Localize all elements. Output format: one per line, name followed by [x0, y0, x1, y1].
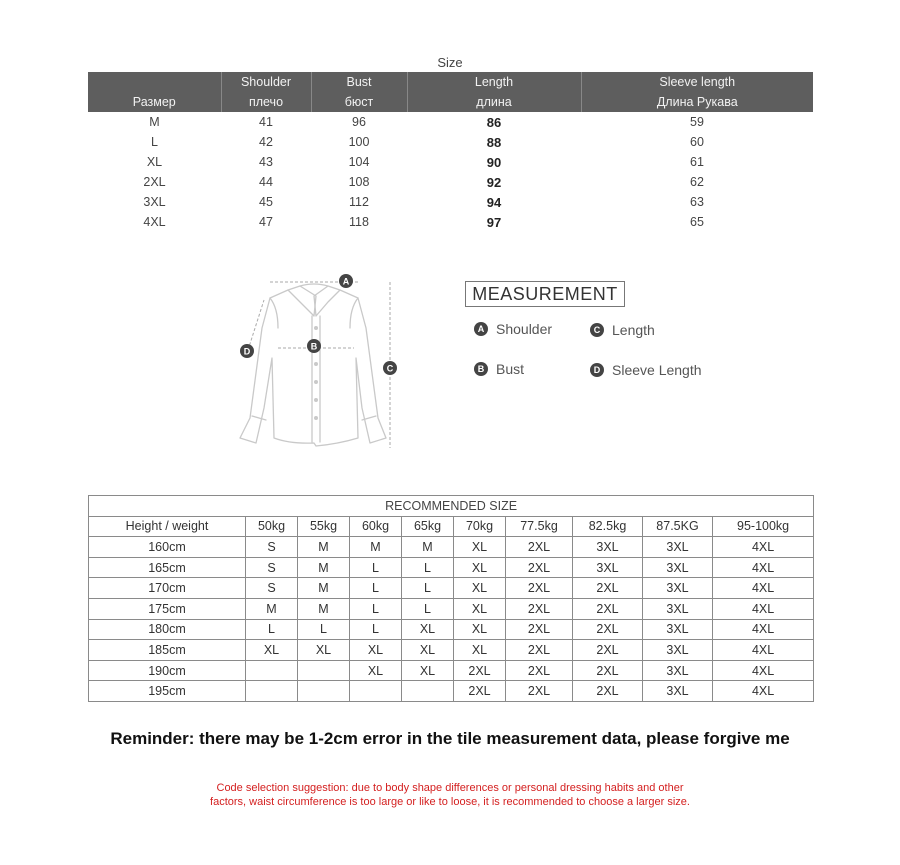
table-row — [89, 660, 814, 681]
length-cell: 90 — [486, 154, 502, 170]
size-cell: L — [246, 619, 298, 640]
marker-d-label: D — [243, 346, 251, 357]
shirt-diagram — [228, 268, 408, 458]
size-cell: 2XL — [573, 681, 643, 702]
table-row — [88, 112, 813, 132]
size-chart-caption: Size — [437, 55, 463, 70]
size-cell — [350, 681, 402, 702]
legend-d-icon: D — [590, 363, 604, 377]
size-cell: M — [298, 578, 350, 599]
legend-item-bust — [474, 361, 524, 377]
table-row — [89, 537, 814, 558]
size-cell: L — [350, 578, 402, 599]
size-cell: 4XL — [713, 640, 814, 661]
table-row — [88, 212, 813, 232]
bust-cell: 108 — [348, 175, 370, 189]
table-row — [89, 578, 814, 599]
size-cell: XL — [454, 537, 506, 558]
legend-item-sleeve-length — [590, 362, 702, 378]
shoulder-cell: 42 — [259, 135, 273, 149]
size-cell: 2XL — [143, 175, 166, 189]
size-cell: 3XL — [643, 578, 713, 599]
size-cell: 2XL — [506, 557, 573, 578]
legend-b-icon: B — [474, 362, 488, 376]
size-cell: M — [298, 598, 350, 619]
bust-cell: 100 — [348, 135, 370, 149]
size-cell: 2XL — [506, 681, 573, 702]
header-bust: Bust — [311, 72, 407, 92]
bust-cell: 104 — [348, 155, 370, 169]
shoulder-cell: 43 — [259, 155, 273, 169]
size-cell: 2XL — [573, 578, 643, 599]
size-cell: L — [350, 598, 402, 619]
header-cell: 95-100kg — [713, 516, 814, 537]
size-cell: L — [350, 619, 402, 640]
size-cell: 2XL — [506, 619, 573, 640]
recommended-header-row — [89, 516, 814, 537]
legend-length-label: Length — [612, 322, 655, 338]
table-row — [89, 619, 814, 640]
size-cell: 2XL — [573, 660, 643, 681]
size-cell: 4XL — [143, 215, 166, 229]
table-row — [88, 192, 813, 212]
recommended-title: RECOMMENDED SIZE — [89, 496, 814, 517]
bust-cell: 118 — [349, 215, 369, 229]
bust-cell: 96 — [352, 115, 366, 129]
length-cell: 97 — [486, 214, 502, 230]
header-shoulder-ru: плечо — [221, 92, 311, 112]
legend-shoulder-label: Shoulder — [496, 321, 553, 337]
shoulder-cell: 41 — [259, 115, 273, 129]
header-length: Length — [407, 72, 581, 92]
header-cell: 77.5kg — [506, 516, 573, 537]
suggestion-line-2: factors, waist circumference is too large or like to loose, it is recommended to choose a larger size. — [210, 796, 690, 808]
size-cell: 2XL — [506, 537, 573, 558]
size-cell — [402, 681, 454, 702]
size-cell: M — [246, 598, 298, 619]
size-cell: M — [298, 537, 350, 558]
size-cell: 3XL — [643, 640, 713, 661]
size-cell — [298, 660, 350, 681]
height-cell: 165cm — [89, 557, 246, 578]
marker-c-icon — [383, 361, 397, 375]
header-cell: 70kg — [454, 516, 506, 537]
size-cell: 2XL — [506, 598, 573, 619]
sleeve-cell: 63 — [690, 195, 704, 209]
header-sleeve-length-ru: Длина Рукава — [581, 92, 813, 112]
marker-a-label: A — [342, 276, 350, 287]
sleeve-cell: 65 — [690, 215, 704, 229]
sleeve-cell: 59 — [690, 115, 704, 129]
header-cell: 82.5kg — [573, 516, 643, 537]
recommended-title-row — [89, 496, 814, 517]
size-cell: XL — [402, 640, 454, 661]
header-size-en — [88, 72, 221, 92]
measure-guides — [248, 282, 390, 448]
marker-c-label: C — [386, 363, 394, 374]
size-cell — [246, 681, 298, 702]
table-row — [89, 681, 814, 702]
size-cell: L — [298, 619, 350, 640]
height-cell: 160cm — [89, 537, 246, 558]
size-cell: 2XL — [573, 640, 643, 661]
size-cell: 4XL — [713, 537, 814, 558]
size-chart-header-ru — [88, 92, 813, 112]
table-row — [89, 598, 814, 619]
size-cell: M — [298, 557, 350, 578]
marker-b-label: B — [310, 341, 318, 352]
size-cell: L — [402, 578, 454, 599]
size-cell: XL — [402, 660, 454, 681]
size-cell: 4XL — [713, 681, 814, 702]
table-row — [88, 152, 813, 172]
size-cell: XL — [454, 578, 506, 599]
size-cell: 2XL — [506, 640, 573, 661]
legend-item-shoulder — [474, 321, 552, 337]
size-cell: 3XL — [143, 195, 166, 209]
size-cell: 2XL — [454, 660, 506, 681]
sleeve-cell: 60 — [690, 135, 704, 149]
size-chart-header-en — [88, 72, 813, 92]
recommended-size-table — [88, 495, 814, 702]
size-cell: 3XL — [643, 557, 713, 578]
size-chart-table — [88, 72, 813, 232]
size-cell — [298, 681, 350, 702]
shirt-outline-icon — [240, 284, 386, 446]
bust-cell: 112 — [349, 195, 369, 209]
length-cell: 92 — [486, 174, 502, 190]
size-cell: S — [246, 557, 298, 578]
header-cell: 55kg — [298, 516, 350, 537]
marker-b-icon — [307, 339, 321, 353]
legend-item-length — [590, 322, 655, 338]
measurement-legend-title: MEASUREMENT — [465, 281, 625, 307]
size-cell: XL — [454, 598, 506, 619]
size-cell: 3XL — [643, 537, 713, 558]
header-cell: 65kg — [402, 516, 454, 537]
size-cell: L — [151, 135, 158, 149]
header-shoulder: Shoulder — [221, 72, 311, 92]
header-cell: 60kg — [350, 516, 402, 537]
legend-a-icon: A — [474, 322, 488, 336]
reminder-text: Reminder: there may be 1-2cm error in the tile measurement data, please forgive me — [110, 729, 790, 748]
marker-d-icon — [240, 344, 254, 358]
header-length-ru: длина — [407, 92, 581, 112]
height-cell: 180cm — [89, 619, 246, 640]
length-cell: 94 — [486, 194, 502, 210]
size-cell: XL — [454, 640, 506, 661]
size-cell: 3XL — [643, 598, 713, 619]
size-cell: XL — [146, 155, 163, 169]
table-row — [88, 172, 813, 192]
size-cell: L — [350, 557, 402, 578]
table-row — [89, 640, 814, 661]
size-cell: XL — [402, 619, 454, 640]
header-bust-ru: бюст — [311, 92, 407, 112]
size-cell: XL — [246, 640, 298, 661]
size-cell: 2XL — [454, 681, 506, 702]
header-cell: Height / weight — [89, 516, 246, 537]
size-cell: 3XL — [573, 557, 643, 578]
sleeve-cell: 62 — [690, 175, 704, 189]
size-cell: 2XL — [573, 598, 643, 619]
size-cell: 4XL — [713, 598, 814, 619]
header-cell: 87.5KG — [643, 516, 713, 537]
size-cell: L — [402, 598, 454, 619]
size-cell: M — [149, 115, 160, 129]
marker-a-icon — [339, 274, 353, 288]
size-cell: XL — [350, 640, 402, 661]
header-sleeve-length: Sleeve length — [581, 72, 813, 92]
length-cell: 88 — [486, 134, 502, 150]
size-cell: XL — [454, 619, 506, 640]
length-cell: 86 — [486, 114, 502, 130]
size-cell: M — [350, 537, 402, 558]
size-cell: 2XL — [573, 619, 643, 640]
shoulder-cell: 44 — [259, 175, 273, 189]
suggestion-line-1: Code selection suggestion: due to body shape differences or personal dressing habits and other — [216, 782, 684, 794]
height-cell: 175cm — [89, 598, 246, 619]
size-cell: 3XL — [643, 681, 713, 702]
size-cell: S — [246, 578, 298, 599]
size-cell: XL — [454, 557, 506, 578]
size-cell: 4XL — [713, 557, 814, 578]
shoulder-cell: 47 — [259, 215, 273, 229]
height-cell: 170cm — [89, 578, 246, 599]
size-cell: M — [402, 537, 454, 558]
height-cell: 190cm — [89, 660, 246, 681]
size-cell: L — [402, 557, 454, 578]
size-cell: 3XL — [573, 537, 643, 558]
legend-c-icon: C — [590, 323, 604, 337]
table-row — [89, 557, 814, 578]
shoulder-cell: 45 — [259, 195, 273, 209]
size-cell: XL — [298, 640, 350, 661]
header-cell: 50kg — [246, 516, 298, 537]
size-cell: S — [246, 537, 298, 558]
size-cell: 4XL — [713, 619, 814, 640]
size-cell: 3XL — [643, 619, 713, 640]
table-row — [88, 132, 813, 152]
height-cell: 185cm — [89, 640, 246, 661]
size-cell: 3XL — [643, 660, 713, 681]
size-cell: 2XL — [506, 578, 573, 599]
legend-sleeve-length-label: Sleeve Length — [612, 362, 702, 378]
header-size-ru: Размер — [88, 92, 221, 112]
size-cell — [246, 660, 298, 681]
height-cell: 195cm — [89, 681, 246, 702]
size-cell: 4XL — [713, 660, 814, 681]
legend-bust-label: Bust — [496, 361, 525, 377]
size-cell: 2XL — [506, 660, 573, 681]
size-cell: 4XL — [713, 578, 814, 599]
size-cell: XL — [350, 660, 402, 681]
size-suggestion — [170, 781, 730, 809]
sleeve-cell: 61 — [690, 155, 704, 169]
